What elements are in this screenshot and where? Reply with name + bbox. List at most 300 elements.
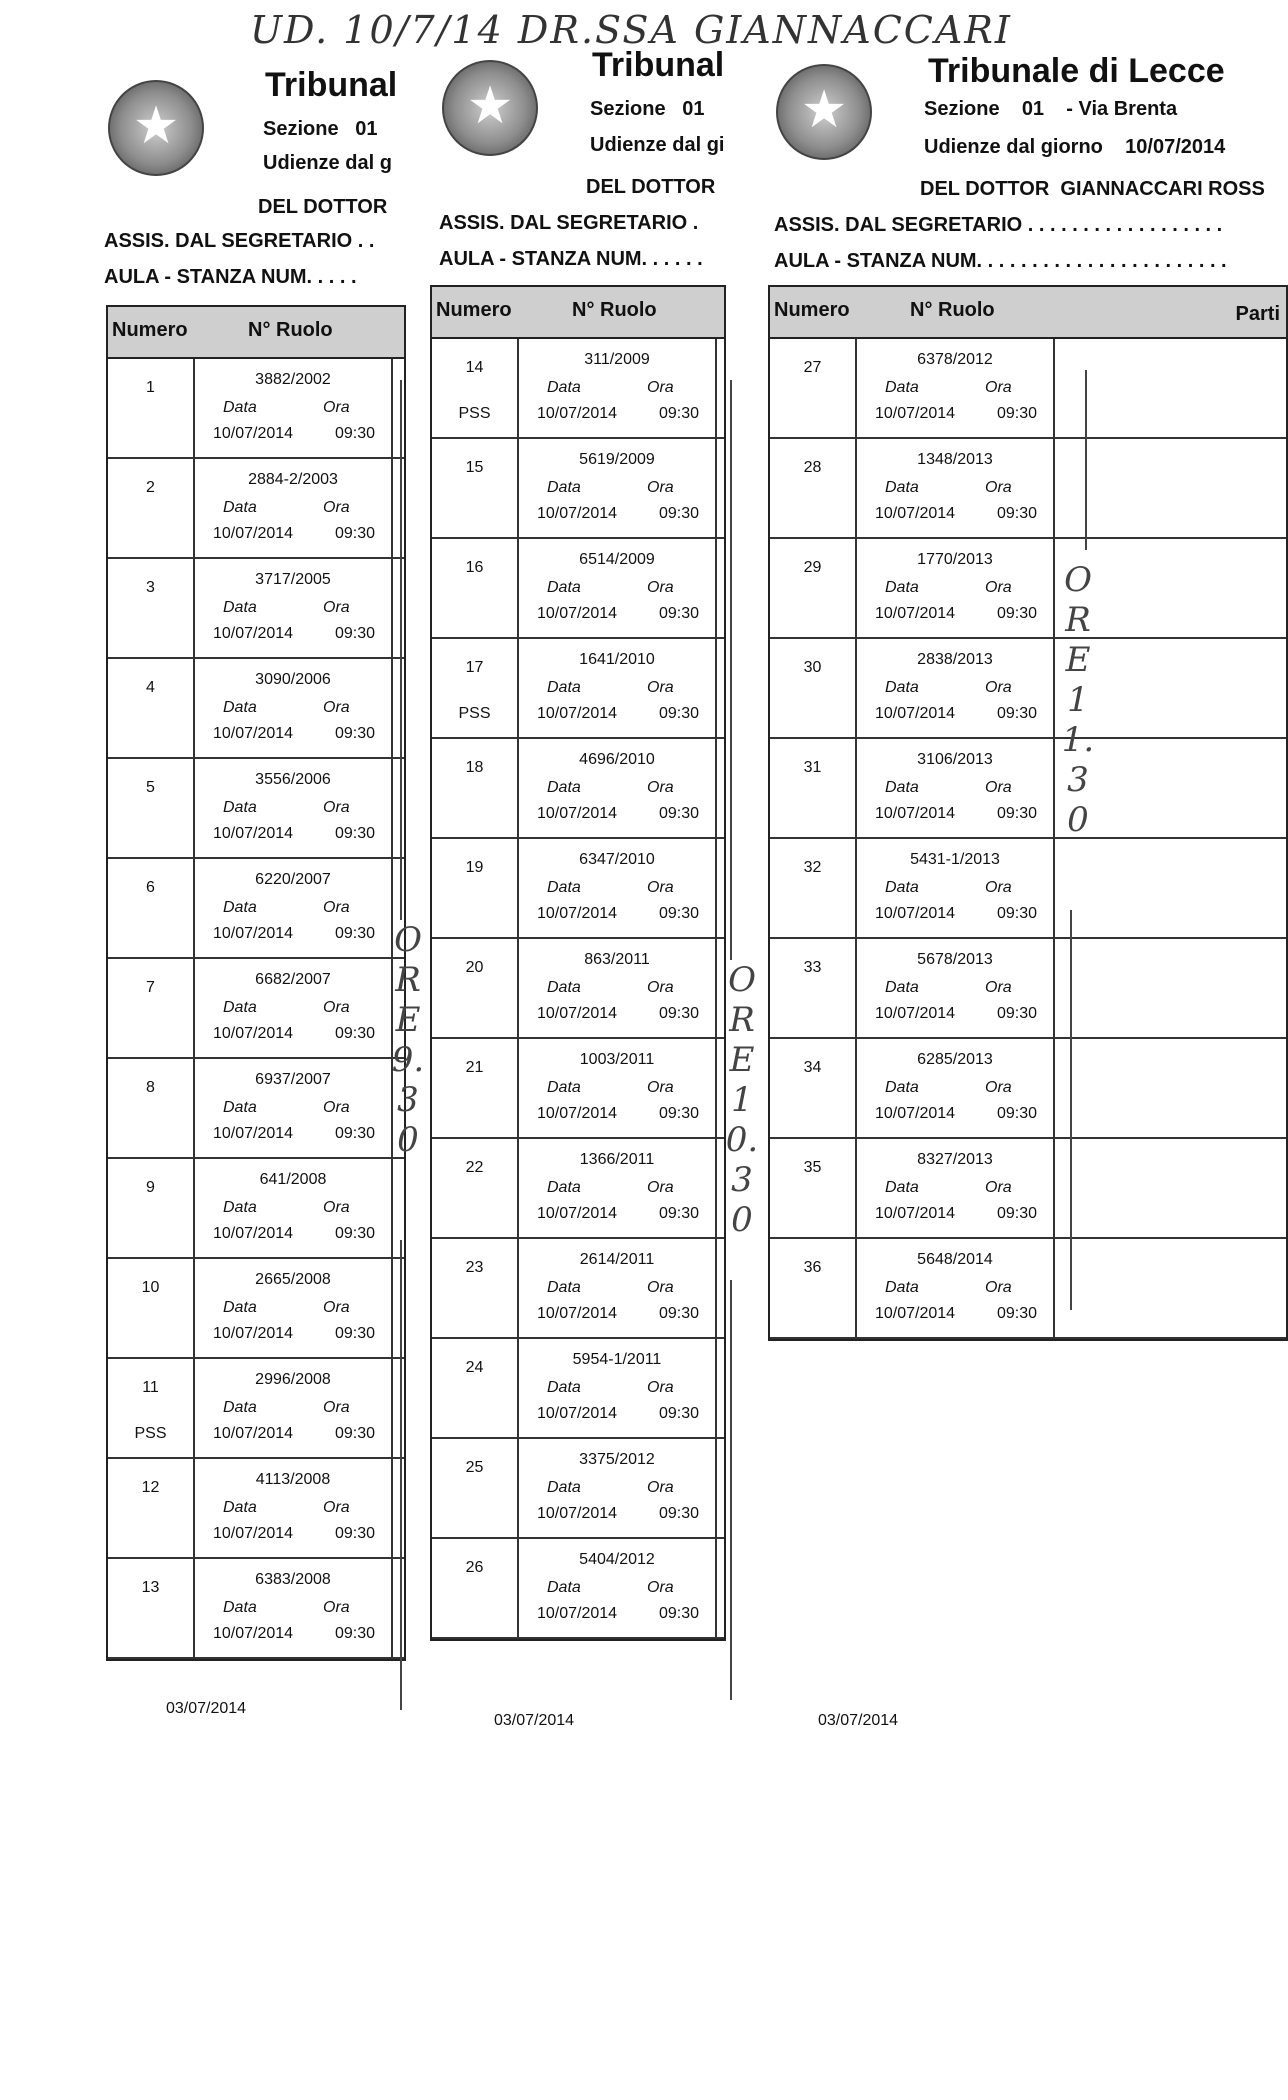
aula-line: AULA - STANZA NUM. . . . . . . . . . . . . . . . . . . . . . . — [774, 250, 1227, 272]
data-label: Data — [547, 1579, 581, 1596]
ruolo-number: 6378/2012 — [917, 351, 993, 368]
print-date: 03/07/2014 — [166, 1700, 247, 1717]
data-label: Data — [223, 1399, 257, 1416]
table-row — [432, 339, 724, 439]
ruolo-number: 2838/2013 — [917, 651, 993, 668]
ruolo-cell — [517, 1239, 717, 1337]
row-number: 29 — [803, 559, 822, 576]
ruolo-number: 6383/2008 — [255, 1571, 331, 1588]
court-title: Tribunal — [592, 46, 725, 84]
hearing-date: 10/07/2014 — [875, 405, 956, 422]
ora-label: Ora — [647, 879, 674, 896]
table-row — [108, 1559, 404, 1659]
ruolo-number: 4696/2010 — [579, 751, 655, 768]
ruolo-number: 5431-1/2013 — [910, 851, 1000, 868]
emblem-star-icon: ★ — [442, 60, 538, 156]
ruolo-cell — [517, 539, 717, 637]
row-number: 27 — [803, 359, 822, 376]
table-row — [108, 1159, 404, 1259]
table-row — [432, 1339, 724, 1439]
ruolo-number: 5678/2013 — [917, 951, 993, 968]
ruolo-number: 6514/2009 — [579, 551, 655, 568]
sezione-line: Sezione 01 — [590, 98, 705, 120]
ruolo-number: 311/2009 — [584, 351, 650, 368]
data-label: Data — [885, 1079, 919, 1096]
ruolo-cell — [517, 639, 717, 737]
table-row — [770, 1139, 1286, 1239]
row-number: 32 — [803, 859, 822, 876]
ora-label: Ora — [985, 1179, 1012, 1196]
hearing-time: 09:30 — [997, 1305, 1038, 1322]
data-label: Data — [223, 1299, 257, 1316]
hearing-date: 10/07/2014 — [213, 1425, 294, 1442]
ruolo-number: 2996/2008 — [255, 1371, 331, 1388]
table-row — [432, 1139, 724, 1239]
row-number: 36 — [803, 1259, 822, 1276]
ora-label: Ora — [323, 1599, 350, 1616]
row-number: 2 — [146, 479, 155, 496]
ora-label: Ora — [323, 899, 350, 916]
ruolo-cell — [193, 959, 393, 1057]
hearing-date: 10/07/2014 — [213, 525, 294, 542]
ora-label: Ora — [323, 1099, 350, 1116]
table-header: Numero N° Ruolo — [432, 287, 724, 339]
hearing-date: 10/07/2014 — [213, 1025, 294, 1042]
ruolo-cell — [855, 939, 1055, 1037]
ora-label: Ora — [647, 1279, 674, 1296]
hearing-time: 09:30 — [659, 1505, 700, 1522]
ruolo-number: 1641/2010 — [579, 651, 655, 668]
row-number: 20 — [465, 959, 484, 976]
data-label: Data — [547, 579, 581, 596]
table-row — [432, 1439, 724, 1539]
table-row — [108, 1459, 404, 1559]
row-number: 11 — [142, 1379, 159, 1396]
ruolo-cell — [517, 939, 717, 1037]
hearing-date: 10/07/2014 — [537, 605, 618, 622]
table-row — [432, 639, 724, 739]
hearing-time: 09:30 — [659, 1105, 700, 1122]
table-row — [770, 1039, 1286, 1139]
data-label: Data — [547, 1079, 581, 1096]
ruolo-cell — [193, 859, 393, 957]
ruolo-number: 4113/2008 — [255, 1471, 331, 1488]
row-tag: PSS — [458, 705, 491, 722]
hearing-time: 09:30 — [659, 505, 700, 522]
row-number: 10 — [141, 1279, 160, 1296]
row-number: 18 — [465, 759, 484, 776]
hearing-time: 09:30 — [335, 1625, 376, 1642]
hearing-time: 09:30 — [659, 1005, 700, 1022]
ruolo-cell — [193, 459, 393, 557]
data-label: Data — [223, 399, 257, 416]
row-number: 33 — [803, 959, 822, 976]
ruolo-number: 6682/2007 — [255, 971, 331, 988]
ora-label: Ora — [985, 379, 1012, 396]
aula-line: AULA - STANZA NUM. . . . . . — [439, 248, 703, 270]
hearing-date: 10/07/2014 — [537, 705, 618, 722]
ruolo-cell — [193, 1459, 393, 1557]
ruolo-cell — [517, 839, 717, 937]
table-row — [432, 439, 724, 539]
ruolo-cell — [855, 439, 1055, 537]
data-label: Data — [885, 679, 919, 696]
data-label: Data — [547, 979, 581, 996]
table-row — [108, 1359, 404, 1459]
ruolo-number: 5404/2012 — [579, 1551, 655, 1568]
row-number: 3 — [146, 579, 155, 596]
row-number: 31 — [803, 759, 822, 776]
data-label: Data — [547, 1179, 581, 1196]
hearing-date: 10/07/2014 — [213, 425, 294, 442]
ora-label: Ora — [985, 1079, 1012, 1096]
ruolo-number: 2884-2/2003 — [248, 471, 338, 488]
print-date: 03/07/2014 — [818, 1712, 899, 1729]
hearing-time: 09:30 — [659, 1405, 700, 1422]
ruolo-number: 2665/2008 — [255, 1271, 331, 1288]
row-number: 19 — [465, 859, 484, 876]
ora-label: Ora — [647, 379, 674, 396]
ruolo-cell — [855, 639, 1055, 737]
ora-label: Ora — [323, 1199, 350, 1216]
ruolo-number: 1348/2013 — [917, 451, 993, 468]
data-label: Data — [547, 479, 581, 496]
ruolo-number: 6285/2013 — [917, 1051, 993, 1068]
ruolo-number: 3375/2012 — [579, 1451, 655, 1468]
sezione-line: Sezione 01 - Via Brenta — [924, 98, 1178, 120]
ruolo-cell — [517, 339, 717, 437]
schedule-strip-3 — [760, 40, 1280, 1740]
emblem-star-icon: ★ — [108, 80, 204, 176]
ruolo-cell — [517, 1039, 717, 1137]
data-label: Data — [547, 1279, 581, 1296]
ruolo-cell — [855, 739, 1055, 837]
data-label: Data — [885, 1179, 919, 1196]
ruolo-cell — [193, 1559, 393, 1657]
data-label: Data — [223, 1099, 257, 1116]
data-label: Data — [547, 779, 581, 796]
hearing-time: 09:30 — [335, 1325, 376, 1342]
row-number: 25 — [465, 1459, 484, 1476]
dottor-line: DEL DOTTOR GIANNACCARI ROSS — [920, 178, 1265, 200]
ora-label: Ora — [647, 979, 674, 996]
hearing-date: 10/07/2014 — [537, 905, 618, 922]
ruolo-number: 3717/2005 — [255, 571, 331, 588]
hearing-date: 10/07/2014 — [213, 625, 294, 642]
dottor-line: DEL DOTTOR — [586, 176, 716, 198]
data-label: Data — [885, 1279, 919, 1296]
hearing-date: 10/07/2014 — [875, 805, 956, 822]
table-row — [108, 659, 404, 759]
ruolo-number: 3106/2013 — [917, 751, 993, 768]
hearing-date: 10/07/2014 — [875, 505, 956, 522]
ruolo-cell — [855, 1039, 1055, 1137]
ora-label: Ora — [323, 999, 350, 1016]
row-number: 24 — [465, 1359, 484, 1376]
hearing-time: 09:30 — [335, 725, 376, 742]
hearing-date: 10/07/2014 — [875, 1305, 956, 1322]
hearing-time: 09:30 — [335, 1225, 376, 1242]
aula-line: AULA - STANZA NUM. . . . . — [104, 266, 357, 288]
hearing-date: 10/07/2014 — [875, 905, 956, 922]
ora-label: Ora — [985, 679, 1012, 696]
hearing-date: 10/07/2014 — [537, 1605, 618, 1622]
data-label: Data — [885, 579, 919, 596]
table-header: Numero N° Ruolo Parti — [770, 287, 1286, 339]
data-label: Data — [223, 799, 257, 816]
hearing-date: 10/07/2014 — [537, 805, 618, 822]
ruolo-number: 3882/2002 — [255, 371, 331, 388]
ruolo-number: 8327/2013 — [917, 1151, 993, 1168]
hearing-time: 09:30 — [997, 605, 1038, 622]
hearing-time: 09:30 — [997, 905, 1038, 922]
handwritten-time-1: ORE 9.30 — [391, 920, 425, 1160]
data-label: Data — [223, 999, 257, 1016]
table-row — [108, 959, 404, 1059]
data-label: Data — [223, 599, 257, 616]
row-number: 8 — [146, 1079, 155, 1096]
row-number: 9 — [146, 1179, 155, 1196]
hearing-time: 09:30 — [997, 405, 1038, 422]
ruolo-cell — [855, 1139, 1055, 1237]
emblem-star-icon: ★ — [776, 64, 872, 160]
table-row — [432, 739, 724, 839]
hearing-date: 10/07/2014 — [213, 1525, 294, 1542]
data-label: Data — [547, 379, 581, 396]
row-number: 7 — [146, 979, 155, 996]
row-number: 26 — [465, 1559, 484, 1576]
data-label: Data — [547, 1479, 581, 1496]
ora-label: Ora — [323, 799, 350, 816]
ruolo-number: 863/2011 — [584, 951, 650, 968]
schedule-strip-2 — [426, 40, 732, 1740]
table-row — [770, 439, 1286, 539]
data-label: Data — [223, 699, 257, 716]
hearing-time: 09:30 — [335, 1425, 376, 1442]
data-label: Data — [223, 1499, 257, 1516]
hearing-time: 09:30 — [659, 1605, 700, 1622]
table-row — [108, 559, 404, 659]
ruolo-cell — [193, 359, 393, 457]
row-number: 12 — [141, 1479, 160, 1496]
table-row — [770, 1239, 1286, 1339]
hearing-date: 10/07/2014 — [537, 1005, 618, 1022]
table-row — [108, 859, 404, 959]
hearing-date: 10/07/2014 — [537, 505, 618, 522]
hearing-date: 10/07/2014 — [537, 405, 618, 422]
hearing-time: 09:30 — [335, 1525, 376, 1542]
row-number: 4 — [146, 679, 155, 696]
ruolo-number: 5619/2009 — [579, 451, 655, 468]
ora-label: Ora — [985, 879, 1012, 896]
hearing-date: 10/07/2014 — [875, 605, 956, 622]
row-tag: PSS — [458, 405, 491, 422]
ruolo-number: 6220/2007 — [255, 871, 331, 888]
table-row — [770, 739, 1286, 839]
hearing-date: 10/07/2014 — [213, 725, 294, 742]
ruolo-cell — [193, 1159, 393, 1257]
ora-label: Ora — [323, 1499, 350, 1516]
row-number: 28 — [803, 459, 822, 476]
hearing-time: 09:30 — [659, 1305, 700, 1322]
ruolo-number: 6347/2010 — [579, 851, 655, 868]
ora-label: Ora — [985, 779, 1012, 796]
ora-label: Ora — [323, 1399, 350, 1416]
ora-label: Ora — [985, 1279, 1012, 1296]
hearing-date: 10/07/2014 — [537, 1505, 618, 1522]
row-number: 16 — [465, 559, 484, 576]
ruolo-cell — [855, 539, 1055, 637]
row-number: 1 — [146, 379, 155, 396]
ruolo-cell — [517, 1139, 717, 1237]
hearing-date: 10/07/2014 — [213, 1325, 294, 1342]
udienze-line: Udienze dal giorno 10/07/2014 — [924, 136, 1226, 158]
hearing-time: 09:30 — [659, 805, 700, 822]
dottor-line: DEL DOTTOR — [258, 196, 388, 218]
hearing-date: 10/07/2014 — [875, 1005, 956, 1022]
data-label: Data — [885, 379, 919, 396]
ora-label: Ora — [985, 979, 1012, 996]
row-number: 22 — [465, 1159, 484, 1176]
hearing-date: 10/07/2014 — [875, 1105, 956, 1122]
hearing-date: 10/07/2014 — [213, 925, 294, 942]
ruolo-cell — [193, 1259, 393, 1357]
ruolo-cell — [517, 439, 717, 537]
row-number: 13 — [141, 1579, 160, 1596]
hearing-table — [106, 305, 406, 1661]
udienze-line: Udienze dal gi — [590, 134, 725, 156]
hearing-time: 09:30 — [335, 625, 376, 642]
table-row — [770, 639, 1286, 739]
data-label: Data — [885, 479, 919, 496]
row-number: 5 — [146, 779, 155, 796]
handwritten-bracket-line — [1070, 910, 1072, 1310]
handwritten-time-2: ORE 10.30 — [725, 960, 759, 1240]
table-row — [108, 359, 404, 459]
hearing-time: 09:30 — [335, 1125, 376, 1142]
ora-label: Ora — [323, 1299, 350, 1316]
hearing-time: 09:30 — [659, 705, 700, 722]
table-row — [770, 339, 1286, 439]
row-number: 17 — [465, 659, 484, 676]
table-row — [108, 459, 404, 559]
assis-line: ASSIS. DAL SEGRETARIO . — [439, 212, 699, 234]
ora-label: Ora — [323, 599, 350, 616]
ruolo-number: 1770/2013 — [917, 551, 993, 568]
row-number: 35 — [803, 1159, 822, 1176]
hearing-time: 09:30 — [335, 1025, 376, 1042]
ruolo-cell — [855, 839, 1055, 937]
ora-label: Ora — [647, 1379, 674, 1396]
hearing-time: 09:30 — [659, 1205, 700, 1222]
hearing-time: 09:30 — [997, 705, 1038, 722]
data-label: Data — [885, 979, 919, 996]
hearing-date: 10/07/2014 — [213, 825, 294, 842]
data-label: Data — [547, 1379, 581, 1396]
data-label: Data — [885, 879, 919, 896]
ruolo-cell — [855, 1239, 1055, 1337]
ruolo-number: 5648/2014 — [917, 1251, 993, 1268]
handwritten-bracket-line — [730, 380, 732, 960]
assis-line: ASSIS. DAL SEGRETARIO . . . . . . . . . . . . . . . . . . — [774, 214, 1223, 236]
hearing-time: 09:30 — [659, 405, 700, 422]
table-row — [108, 1259, 404, 1359]
ruolo-cell — [855, 339, 1055, 437]
ora-label: Ora — [985, 579, 1012, 596]
hearing-time: 09:30 — [997, 1005, 1038, 1022]
ora-label: Ora — [647, 779, 674, 796]
row-number: 6 — [146, 879, 155, 896]
hearing-date: 10/07/2014 — [537, 1305, 618, 1322]
ruolo-cell — [193, 659, 393, 757]
row-number: 23 — [465, 1259, 484, 1276]
hearing-time: 09:30 — [335, 925, 376, 942]
table-row — [770, 539, 1286, 639]
ruolo-number: 6937/2007 — [255, 1071, 331, 1088]
table-row — [432, 939, 724, 1039]
ruolo-number: 1366/2011 — [579, 1151, 655, 1168]
table-row — [432, 1239, 724, 1339]
row-number: 30 — [803, 659, 822, 676]
ora-label: Ora — [647, 479, 674, 496]
ora-label: Ora — [985, 479, 1012, 496]
ruolo-cell — [517, 1539, 717, 1637]
ruolo-number: 1003/2011 — [579, 1051, 655, 1068]
row-tag: PSS — [134, 1425, 167, 1442]
hearing-table — [430, 285, 726, 1641]
handwritten-bracket-line — [400, 380, 402, 920]
udienze-line: Udienze dal g — [263, 152, 392, 174]
ora-label: Ora — [647, 579, 674, 596]
hearing-time: 09:30 — [997, 805, 1038, 822]
hearing-time: 09:30 — [335, 425, 376, 442]
ruolo-number: 2614/2011 — [579, 1251, 655, 1268]
hearing-date: 10/07/2014 — [213, 1225, 294, 1242]
data-label: Data — [223, 899, 257, 916]
ruolo-cell — [517, 1339, 717, 1437]
ruolo-cell — [517, 1439, 717, 1537]
table-row — [432, 539, 724, 639]
handwritten-bracket-line — [1085, 370, 1087, 550]
ora-label: Ora — [647, 1479, 674, 1496]
table-row — [770, 939, 1286, 1039]
ora-label: Ora — [647, 679, 674, 696]
print-date: 03/07/2014 — [494, 1712, 575, 1729]
schedule-strip-1 — [100, 60, 398, 1740]
hearing-date: 10/07/2014 — [537, 1405, 618, 1422]
ora-label: Ora — [323, 499, 350, 516]
hearing-date: 10/07/2014 — [537, 1205, 618, 1222]
ora-label: Ora — [647, 1579, 674, 1596]
hearing-date: 10/07/2014 — [537, 1105, 618, 1122]
data-label: Data — [223, 499, 257, 516]
sezione-line: Sezione 01 — [263, 118, 378, 140]
table-row — [108, 1059, 404, 1159]
ruolo-number: 3556/2006 — [255, 771, 331, 788]
ruolo-cell — [193, 759, 393, 857]
ruolo-cell — [193, 1359, 393, 1457]
handwritten-header-note: UD. 10/7/14 DR.SSA GIANNACCARI — [250, 8, 1012, 52]
hearing-table — [768, 285, 1288, 1341]
hearing-time: 09:30 — [659, 605, 700, 622]
ruolo-cell — [517, 739, 717, 837]
ora-label: Ora — [647, 1079, 674, 1096]
ruolo-number: 3090/2006 — [255, 671, 331, 688]
hearing-date: 10/07/2014 — [213, 1125, 294, 1142]
assis-line: ASSIS. DAL SEGRETARIO . . — [104, 230, 375, 252]
ruolo-cell — [193, 1059, 393, 1157]
row-number: 34 — [803, 1059, 822, 1076]
